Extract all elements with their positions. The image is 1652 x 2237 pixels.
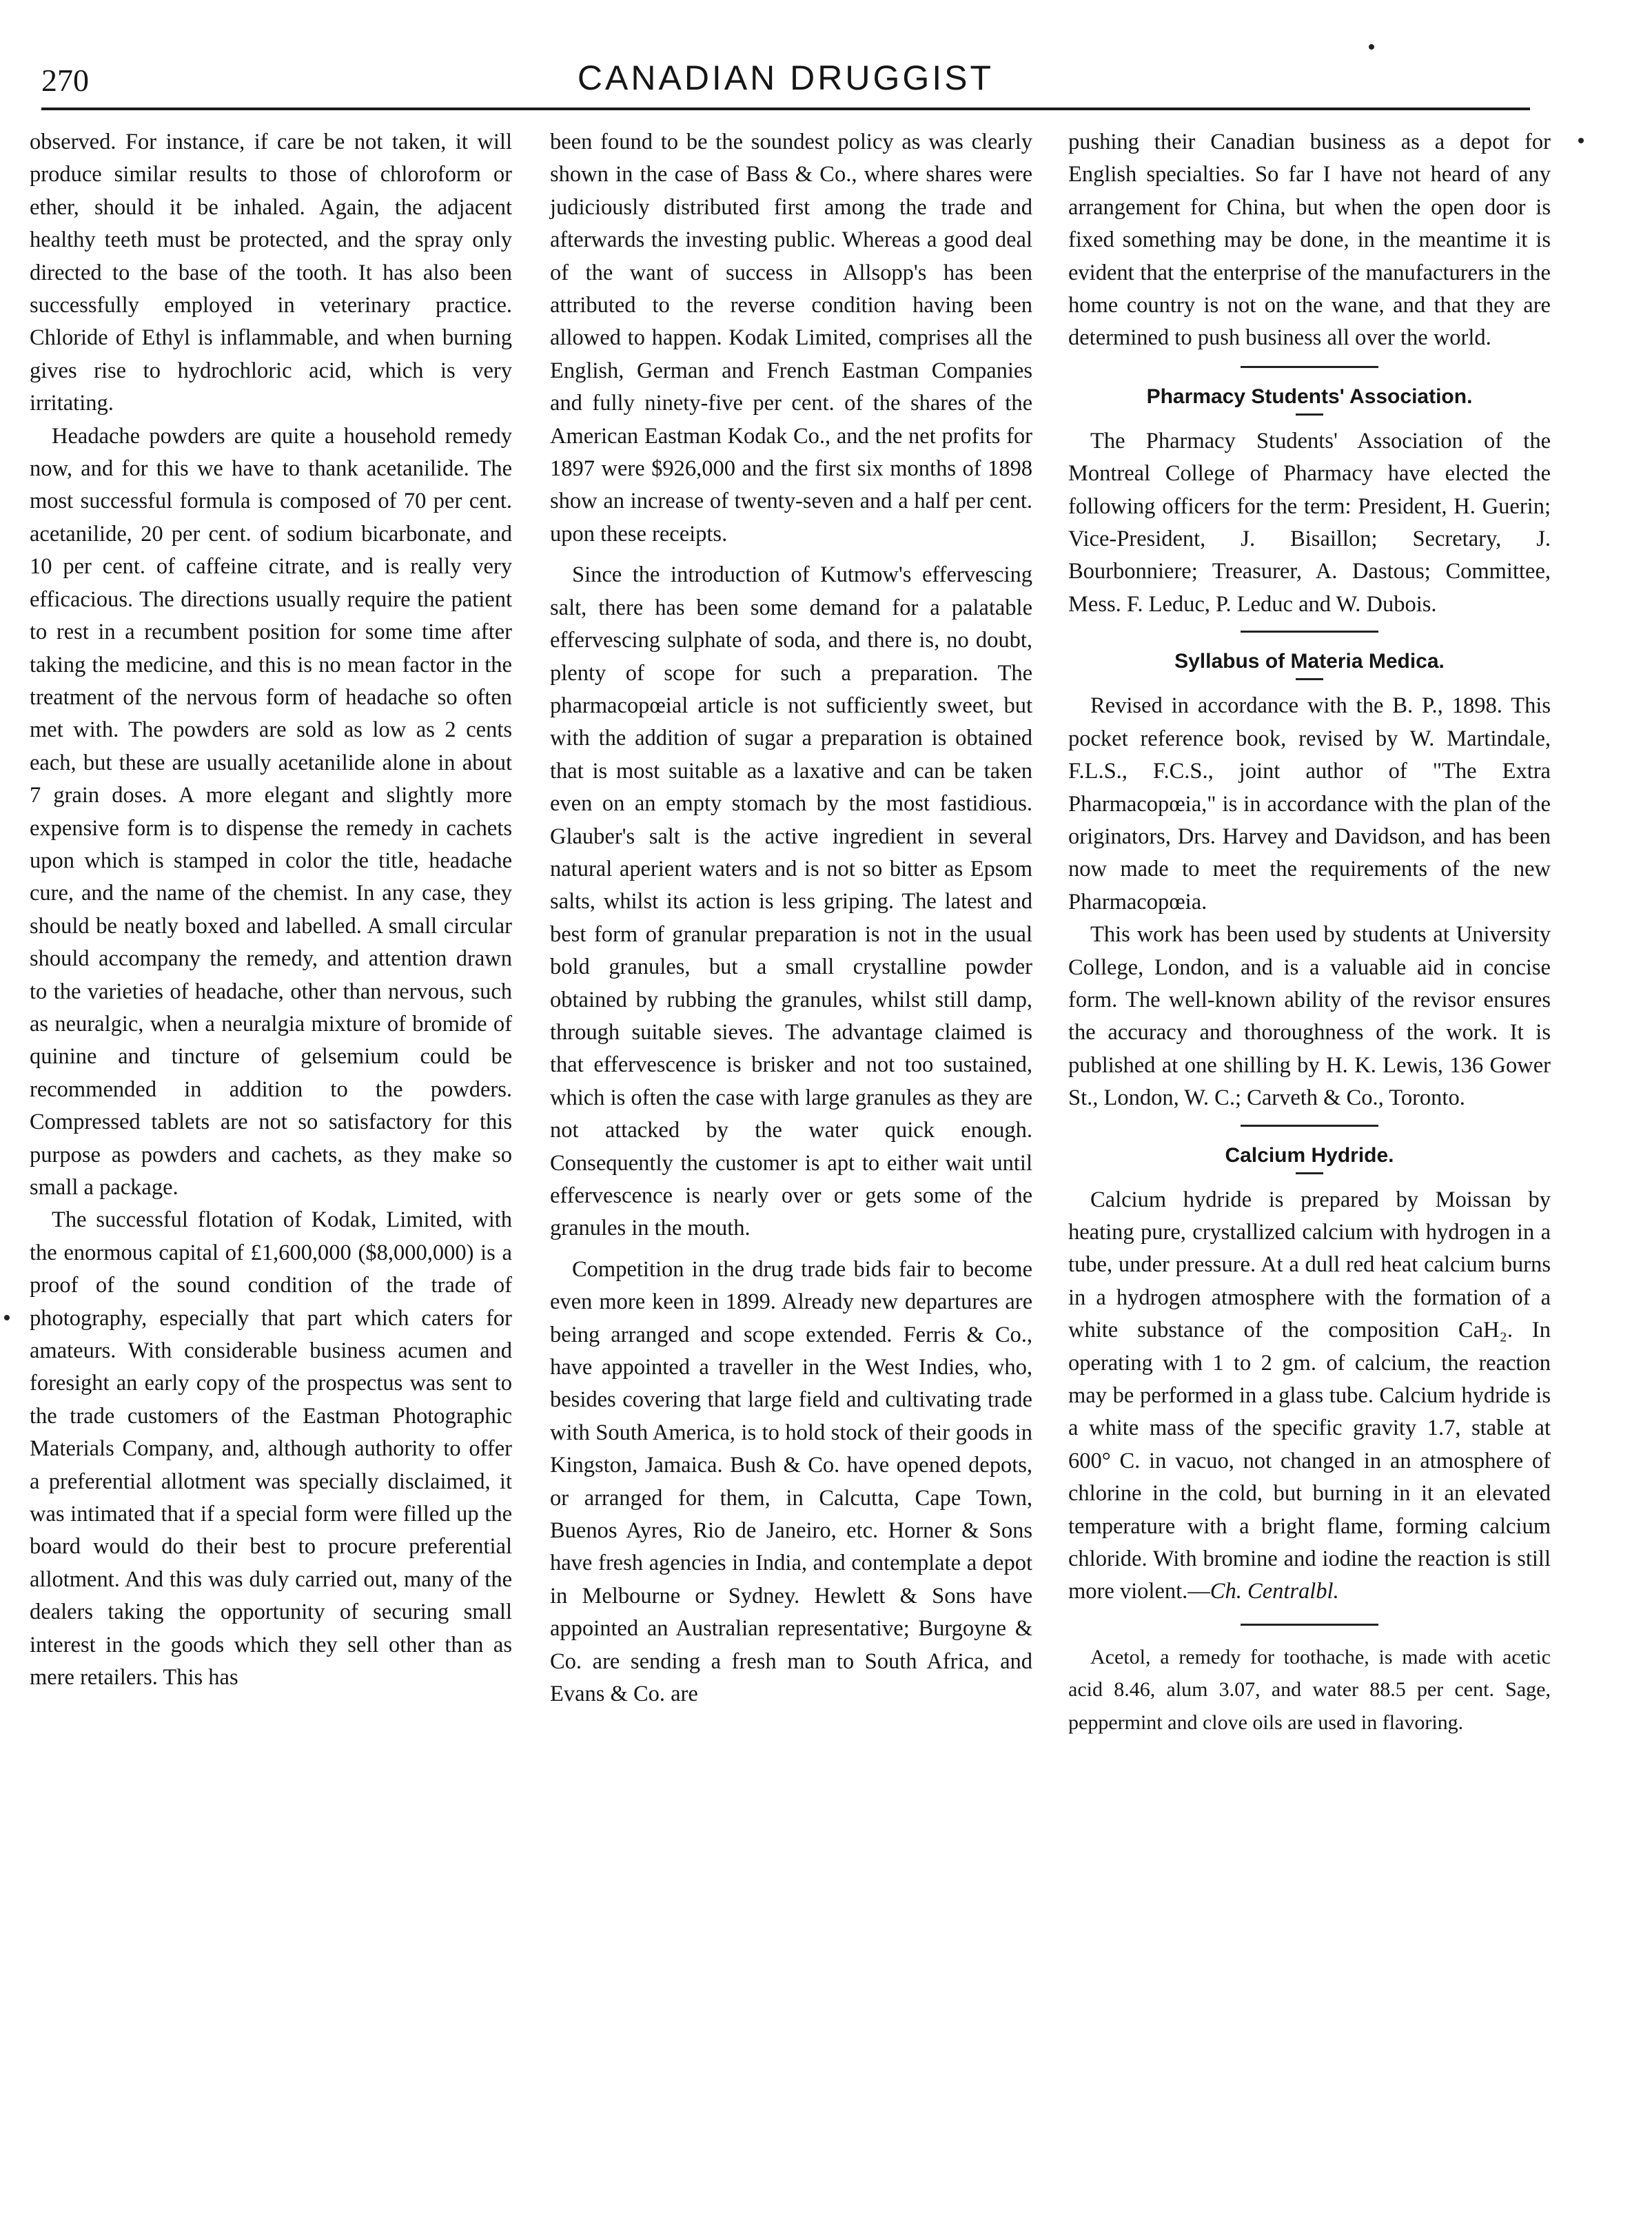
section-rule xyxy=(1241,366,1378,368)
paragraph: Headache powders are quite a household remedy now, and for this we have to thank acetanilide. The most successful formula is composed of 70 per cent. acetanilide, 20 per cent. of sodium bicarbonate, and 10 per cent. of caffeine citrate, and is really very efficacious. The directions usually require the patient to rest in a recumbent position for some time after taking the medicine, and this is no mean factor in the treatment of the nervous form of headache so often met with. The powders are sold as low as 2 cents each, but these are usually acetanilide alone in about 7 grain doses. A more elegant and slightly more expensive form is to dispense the remedy in cachets upon which is stamped in color the title, headache cure, and the name of the chemist. In any case, they should be neatly boxed and labelled. A small circular should accompany the remedy, and attention drawn to the varieties of headache, other than nervous, such as neuralgic, when a neuralgia mixture of bromide of quinine and tincture of gelsemium could be recommended in addition to the powders. Compressed tablets are not so satisfactory for this purpose as powders and cachets, as they make so small a package. xyxy=(30,423,512,1200)
heading-dash xyxy=(1296,413,1323,416)
paragraph: Competition in the drug trade bids fair to become even more keen in 1899. Already new departures are being arranged and scope extended. Ferris & Co., have appointed a traveller in the West Indies, who, besides covering that large field and cultivating trade with South America, is to hold stock of their goods in Kingston, Jamaica. Bush & Co. have opened depots, or arranged for them, in Calcutta, Cape Town, Buenos Ayres, Rio de Janeiro, etc. Horner & Sons have fresh agencies in India, and contemplate a depot in Melbourne or Sydney. Hewlett & Sons have appointed an Australian representative; Burgoyne & Co. are sending a fresh man to South Africa, and Evans & Co. are xyxy=(550,1256,1032,1707)
column-left xyxy=(30,126,512,2228)
header-rule xyxy=(41,108,1530,110)
heading-dash xyxy=(1296,678,1323,680)
section-rule xyxy=(1241,1125,1378,1127)
paragraph: Revised in accordance with the B. P., 1898. This pocket reference book, revised by W. Martindale, F.L.S., F.C.S., joint author of "The Extra Pharmacopœia," is in accordance with the plan of the originators, Drs. Harvey and Davidson, and has been now made to meet the requirements of the new Pharmacopœia. xyxy=(1068,693,1551,915)
paragraph: Acetol, a remedy for toothache, is made with acetic acid 8.46, alum 3.07, and water 88.5 per cent. Sage, peppermint and clove oils are used in flavoring. xyxy=(1068,1645,1551,1734)
section-rule xyxy=(1241,631,1378,633)
running-title: CANADIAN DRUGGIST xyxy=(577,59,995,97)
page-number: 270 xyxy=(41,63,89,98)
column-right xyxy=(1068,126,1551,2228)
page-header xyxy=(41,48,1530,117)
stray-dot xyxy=(1578,138,1584,143)
paragraph-text: Calcium hydride is prepared by Moissan by heating pure, crystallized calcium with hydrogen in a tube, under pressure. At a dull red heat calcium burns in a hydrogen atmosphere with the formation of a white substance of the composition CaH₂. In operating with 1 to 2 gm. of calcium, the reaction may be performed in a glass tube. Calcium hydride is a white mass of the specific gravity 1.7, stable at 600° C. in vacuo, not changed in an atmosphere of chlorine in the cold, but burning in it an elevated temperature with a bright flame, forming calcium chloride. With bromine and iodine the reaction is still more violent.— xyxy=(1068,1187,1551,1604)
stray-dot xyxy=(4,1315,10,1320)
paragraph: The successful flotation of Kodak, Limited, with the enormous capital of £1,600,000 ($8,000,000) is a proof of the sound condition of the trade of photography, especially that part which caters for amateurs. With considerable business acumen and foresight an early copy of the prospectus was sent to the trade customers of the Eastman Photographic Materials Company, and, although authority to offer a preferential allotment was specially disclaimed, it was intimated that if a special form were filled up the board would do their best to procure preferential allotment. And this was duly carried out, many of the dealers taking the opportunity of securing small interest in the goods which they sell other than as mere retailers. This has xyxy=(30,1207,512,1690)
paragraph: This work has been used by students at University College, London, and is a valuable aid in concise form. The well-known ability of the revisor ensures the accuracy and thoroughness of the work. It is published at one shilling by H. K. Lewis, 136 Gower St., London, W. C.; Carveth & Co., Toronto. xyxy=(1068,922,1551,1111)
paragraph: been found to be the soundest policy as was clearly shown in the case of Bass & Co., where shares were judiciously distributed first among the trade and afterwards the investing public. Whereas a good deal of the want of success in Allsopp's has been attributed to the reverse condition having been allowed to happen. Kodak Limited, comprises all the English, German and French Eastman Companies and fully ninety-five per cent. of the shares of the American Eastman Kodak Co., and the net profits for 1897 were $926,000 and the first six months of 1898 show an increase of twenty-seven and a half per cent. upon these receipts. xyxy=(550,130,1032,547)
source-citation: Ch. Centralbl. xyxy=(1210,1579,1339,1604)
paragraph xyxy=(1068,1184,1551,1608)
section-heading-pharmacy-students: Pharmacy Students' Association. xyxy=(1146,385,1473,408)
paragraph: pushing their Canadian business as a depot for English specialties. So far I have not heard of any arrangement for China, but when the open door is fixed something may be done, in the meantime it is evident that the enterprise of the manufacturers in the home country is not on the wane, and that they are determined to push business all over the world. xyxy=(1068,130,1551,351)
section-rule xyxy=(1241,1624,1378,1626)
section-heading-calcium-hydride: Calcium Hydride. xyxy=(1225,1143,1394,1167)
section-heading-syllabus: Syllabus of Materia Medica. xyxy=(1174,650,1445,673)
paragraph: observed. For instance, if care be not taken, it will produce similar results to those of chloroform or ether, should it be inhaled. Again, the adjacent healthy teeth must be protected, and the spray only directed to the base of the tooth. It has also been successfully employed in veterinary practice. Chloride of Ethyl is inflammable, and when burning gives rise to hydrochloric acid, which is very irritating. xyxy=(30,130,512,416)
paragraph: Since the introduction of Kutmow's effervescing salt, there has been some demand for a palatable effervescing sulphate of soda, and there is, no doubt, plenty of scope for such a preparation. The pharmacopœial article is not sufficiently sweet, but with the addition of sugar a preparation is obtained that is most suitable as a laxative and can be taken even on an empty stomach by the most fastidious. Glauber's salt is the active ingredient in several natural aperient waters and is not so bitter as Epsom salts, whilst its action is less griping. The latest and best form of granular preparation is not in the usual bold granules, but a small crystalline powder obtained by rubbing the granules, whilst still damp, through suitable sieves. The advantage claimed is that effervescence is brisker and not too sustained, which is often the case with large granules as they are not attacked by the water quick enough. Consequently the customer is apt to either wait until effervescence is nearly over or gets some of the granules in the mouth. xyxy=(550,562,1032,1241)
column-middle xyxy=(550,126,1032,2228)
stray-dot xyxy=(1369,44,1374,50)
heading-dash xyxy=(1296,1172,1323,1174)
paragraph: The Pharmacy Students' Association of the Montreal College of Pharmacy have elected the following officers for the term: President, H. Guerin; Vice-President, J. Bisaillon; Secretary, J. Bourbonniere; Treasurer, A. Dastous; Committee, Mess. F. Leduc, P. Leduc and W. Dubois. xyxy=(1068,428,1551,617)
